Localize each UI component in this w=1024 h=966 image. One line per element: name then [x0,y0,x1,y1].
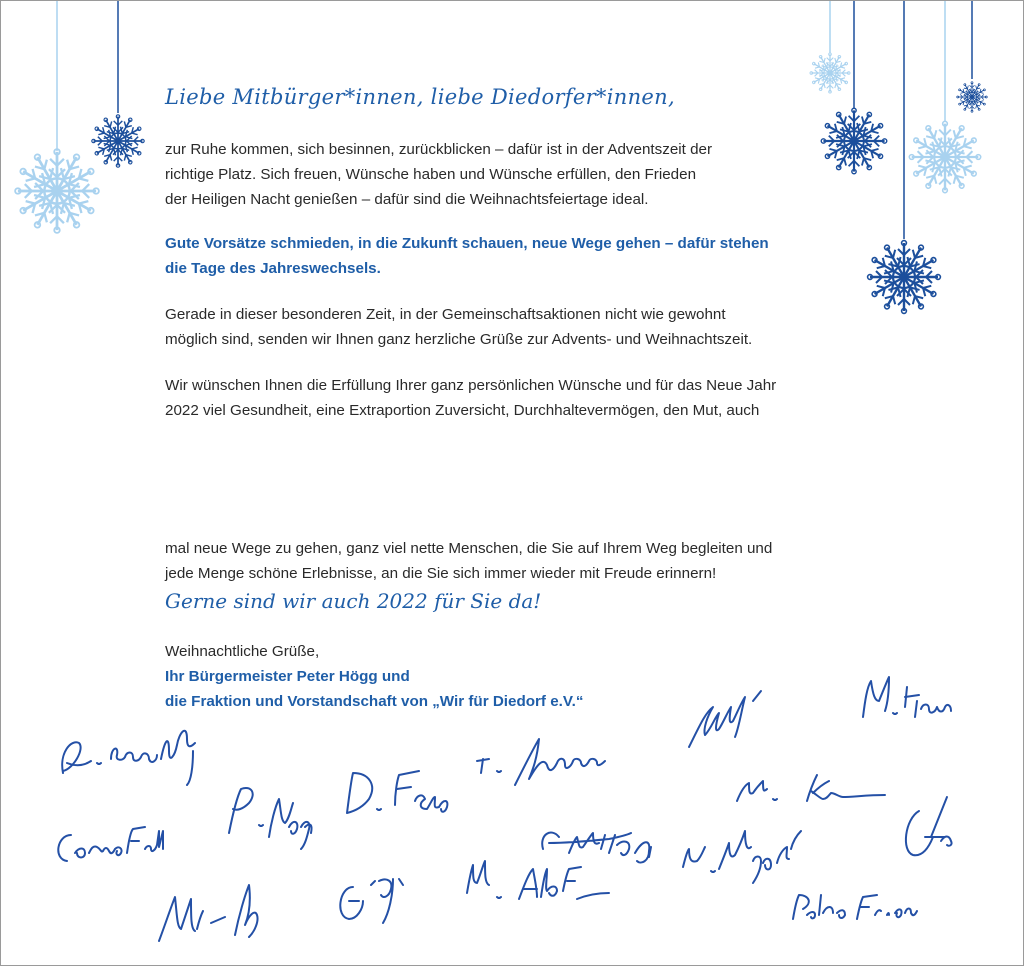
signature-wallig [542,833,651,863]
signature-corina-feller [58,827,163,861]
paragraph-line: mal neue Wege zu gehen, ganz viel nette Menschen, die Sie auf Ihrem Weg begleiten und [165,540,773,557]
sender-line: die Fraktion und Vorstandschaft von „Wir für Diedorf e.V.“ [165,693,584,710]
signatures-area [1,1,1023,965]
signature-abbt [467,861,609,899]
signature-haugg [863,677,951,717]
paragraph-line: die Tage des Jahreswechsels. [165,260,381,277]
paragraph-line: Gute Vorsätze schmieden, in die Zukunft schauen, neue Wege gehen – dafür stehen [165,235,769,252]
handwritten-line: Gerne sind wir auch 2022 für Sie da! [165,589,542,613]
paragraph-line: Wir wünschen Ihnen die Erfüllung Ihrer ganz persönlichen Wünsche und für das Neue Jahr [165,377,777,394]
paragraph-line: 2022 viel Gesundheit, eine Extraportion Zuversicht, Durchhaltevermögen, den Mut, auch [165,402,760,419]
signature-right-c [906,797,952,855]
signature-wagner [683,831,801,883]
paragraph-line: jede Menge schöne Erlebnisse, an die Sie sich immer wieder mit Freude erinnern! [165,565,717,582]
signature-bottom-left [159,885,258,941]
closing-text: Weihnachtliche Grüße, [165,643,320,660]
paragraph-line: möglich sind, senden wir Ihnen ganz herzliche Grüße zur Advents- und Weihnachtszeit. [165,331,753,348]
signature-frien [793,895,917,919]
signature-rosas-wolf [62,731,195,785]
paragraph-line: Gerade in dieser besonderen Zeit, in der Gemeinschaftsaktionen nicht wie gewohnt [165,306,726,323]
signature-kim [737,775,885,801]
signature-top-center [689,691,761,747]
signature-fench [347,771,447,813]
paragraph-line: richtige Platz. Sich freuen, Wünsche haben und Wünsche erfüllen, den Frieden [165,166,697,183]
signature-thalmann [477,739,605,785]
paragraph-line: zur Ruhe kommen, sich besinnen, zurückblicken – dafür ist in der Adventszeit der [165,141,713,158]
sender-line: Ihr Bürgermeister Peter Högg und [165,668,410,685]
signature-g [340,879,403,923]
paragraph-line: der Heiligen Nacht genießen – dafür sind die Weihnachtsfeiertage ideal. [165,191,649,208]
letter-greeting: Liebe Mitbürger*innen, liebe Diedorfer*innen, [165,85,675,109]
signature-hogg [229,788,312,849]
